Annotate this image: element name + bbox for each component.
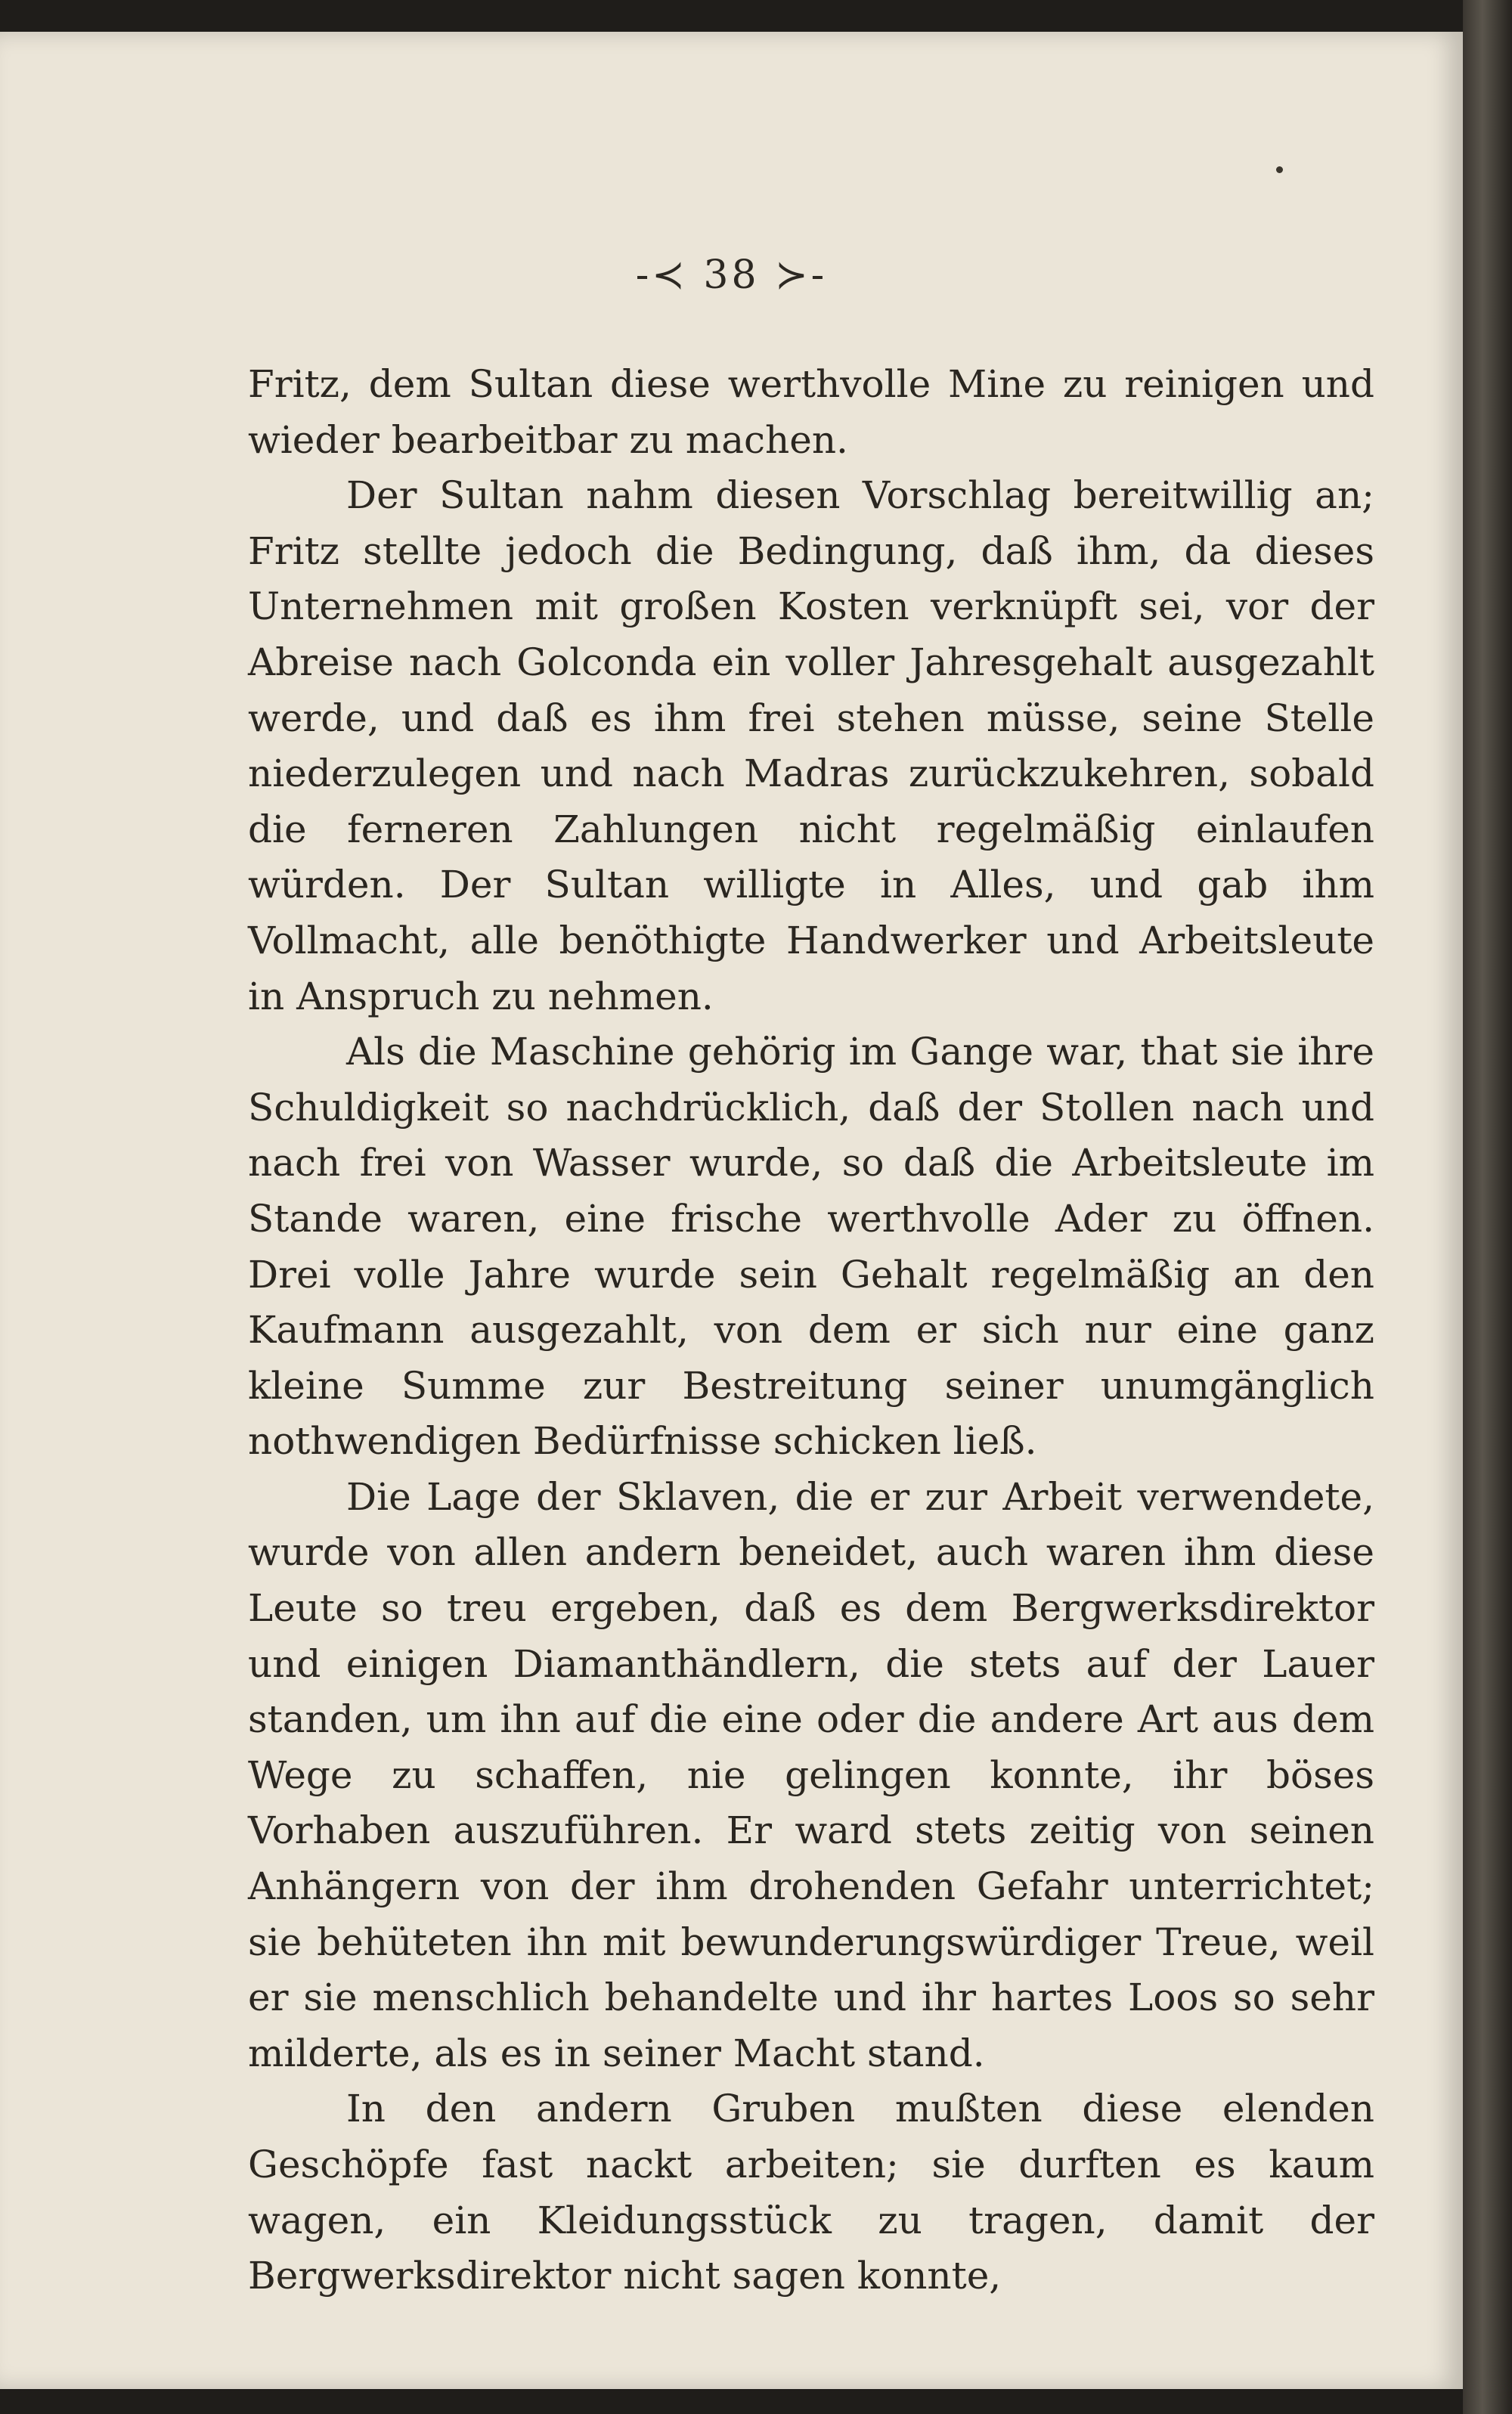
paragraph-5: In den andern Gruben mußten diese elenden Geschöpfe fast nackt arbeiten; sie durften es kaum wagen, ein Kleidungsstück zu tragen, damit der Bergwerksdirektor nicht sagen konnte, [248,2087,1374,2298]
ink-speck [1276,166,1283,173]
paragraph-4: Die Lage der Sklaven, die er zur Arbeit verwendete, wurde von allen andern beneidet, auch waren ihm diese Leute so treu ergeben, daß es dem Bergwerksdirektor und einigen Diamanthändlern, die stets auf der Lauer standen, um ihn auf die eine oder die andere Art aus dem Wege zu schaffen, nie gelingen konnte, ihr böses Vorhaben auszuführen. Er ward stets zeitig von seinen Anhängern von der ihm drohenden Gefahr unterrichtet; sie behüteten ihn mit bewunderungswürdiger Treue, weil er sie menschlich behandelte und ihr hartes Loos so sehr milderte, als es in seiner Macht stand. [248,1474,1374,2075]
paragraph-2: Der Sultan nahm diesen Vorschlag bereitwillig an; Fritz stellte jedoch die Bedingung, daß ihm, da dieses Unternehmen mit großen Kosten verknüpft sei, vor der Abreise nach Golconda ein voller Jahresgehalt ausgezahlt werde, und daß es ihm frei stehen müsse, seine Stelle niederzulegen und nach Madras zurückzukehren, sobald die ferneren Zahlungen nicht regelmäßig einlaufen würden. Der Sultan willigte in Alles, und gab ihm Vollmacht, alle benöthigte Handwerker und Arbeitsleute in Anspruch zu nehmen. [248,473,1374,1018]
body-text [248,357,1374,2304]
paragraph-1: Fritz, dem Sultan diese werthvolle Mine zu reinigen und wieder bearbeitbar zu machen. [248,362,1374,462]
paragraph-3: Als die Maschine gehörig im Gange war, that sie ihre Schuldigkeit so nachdrücklich, daß der Stollen nach und nach frei von Wasser wurde, so daß die Arbeitsleute im Stande waren, eine frische werthvolle Ader zu öffnen. Drei volle Jahre wurde sein Gehalt regelmäßig an den Kaufmann ausgezahlt, von dem er sich nur eine ganz kleine Summe zur Bestreitung seiner unumgänglich nothwendigen Bedürfnisse schicken ließ. [248,1030,1374,1464]
book-gutter-edge [1463,0,1512,2414]
page-number: -≺ 38 ≻- [635,253,828,298]
book-page [0,32,1463,2389]
